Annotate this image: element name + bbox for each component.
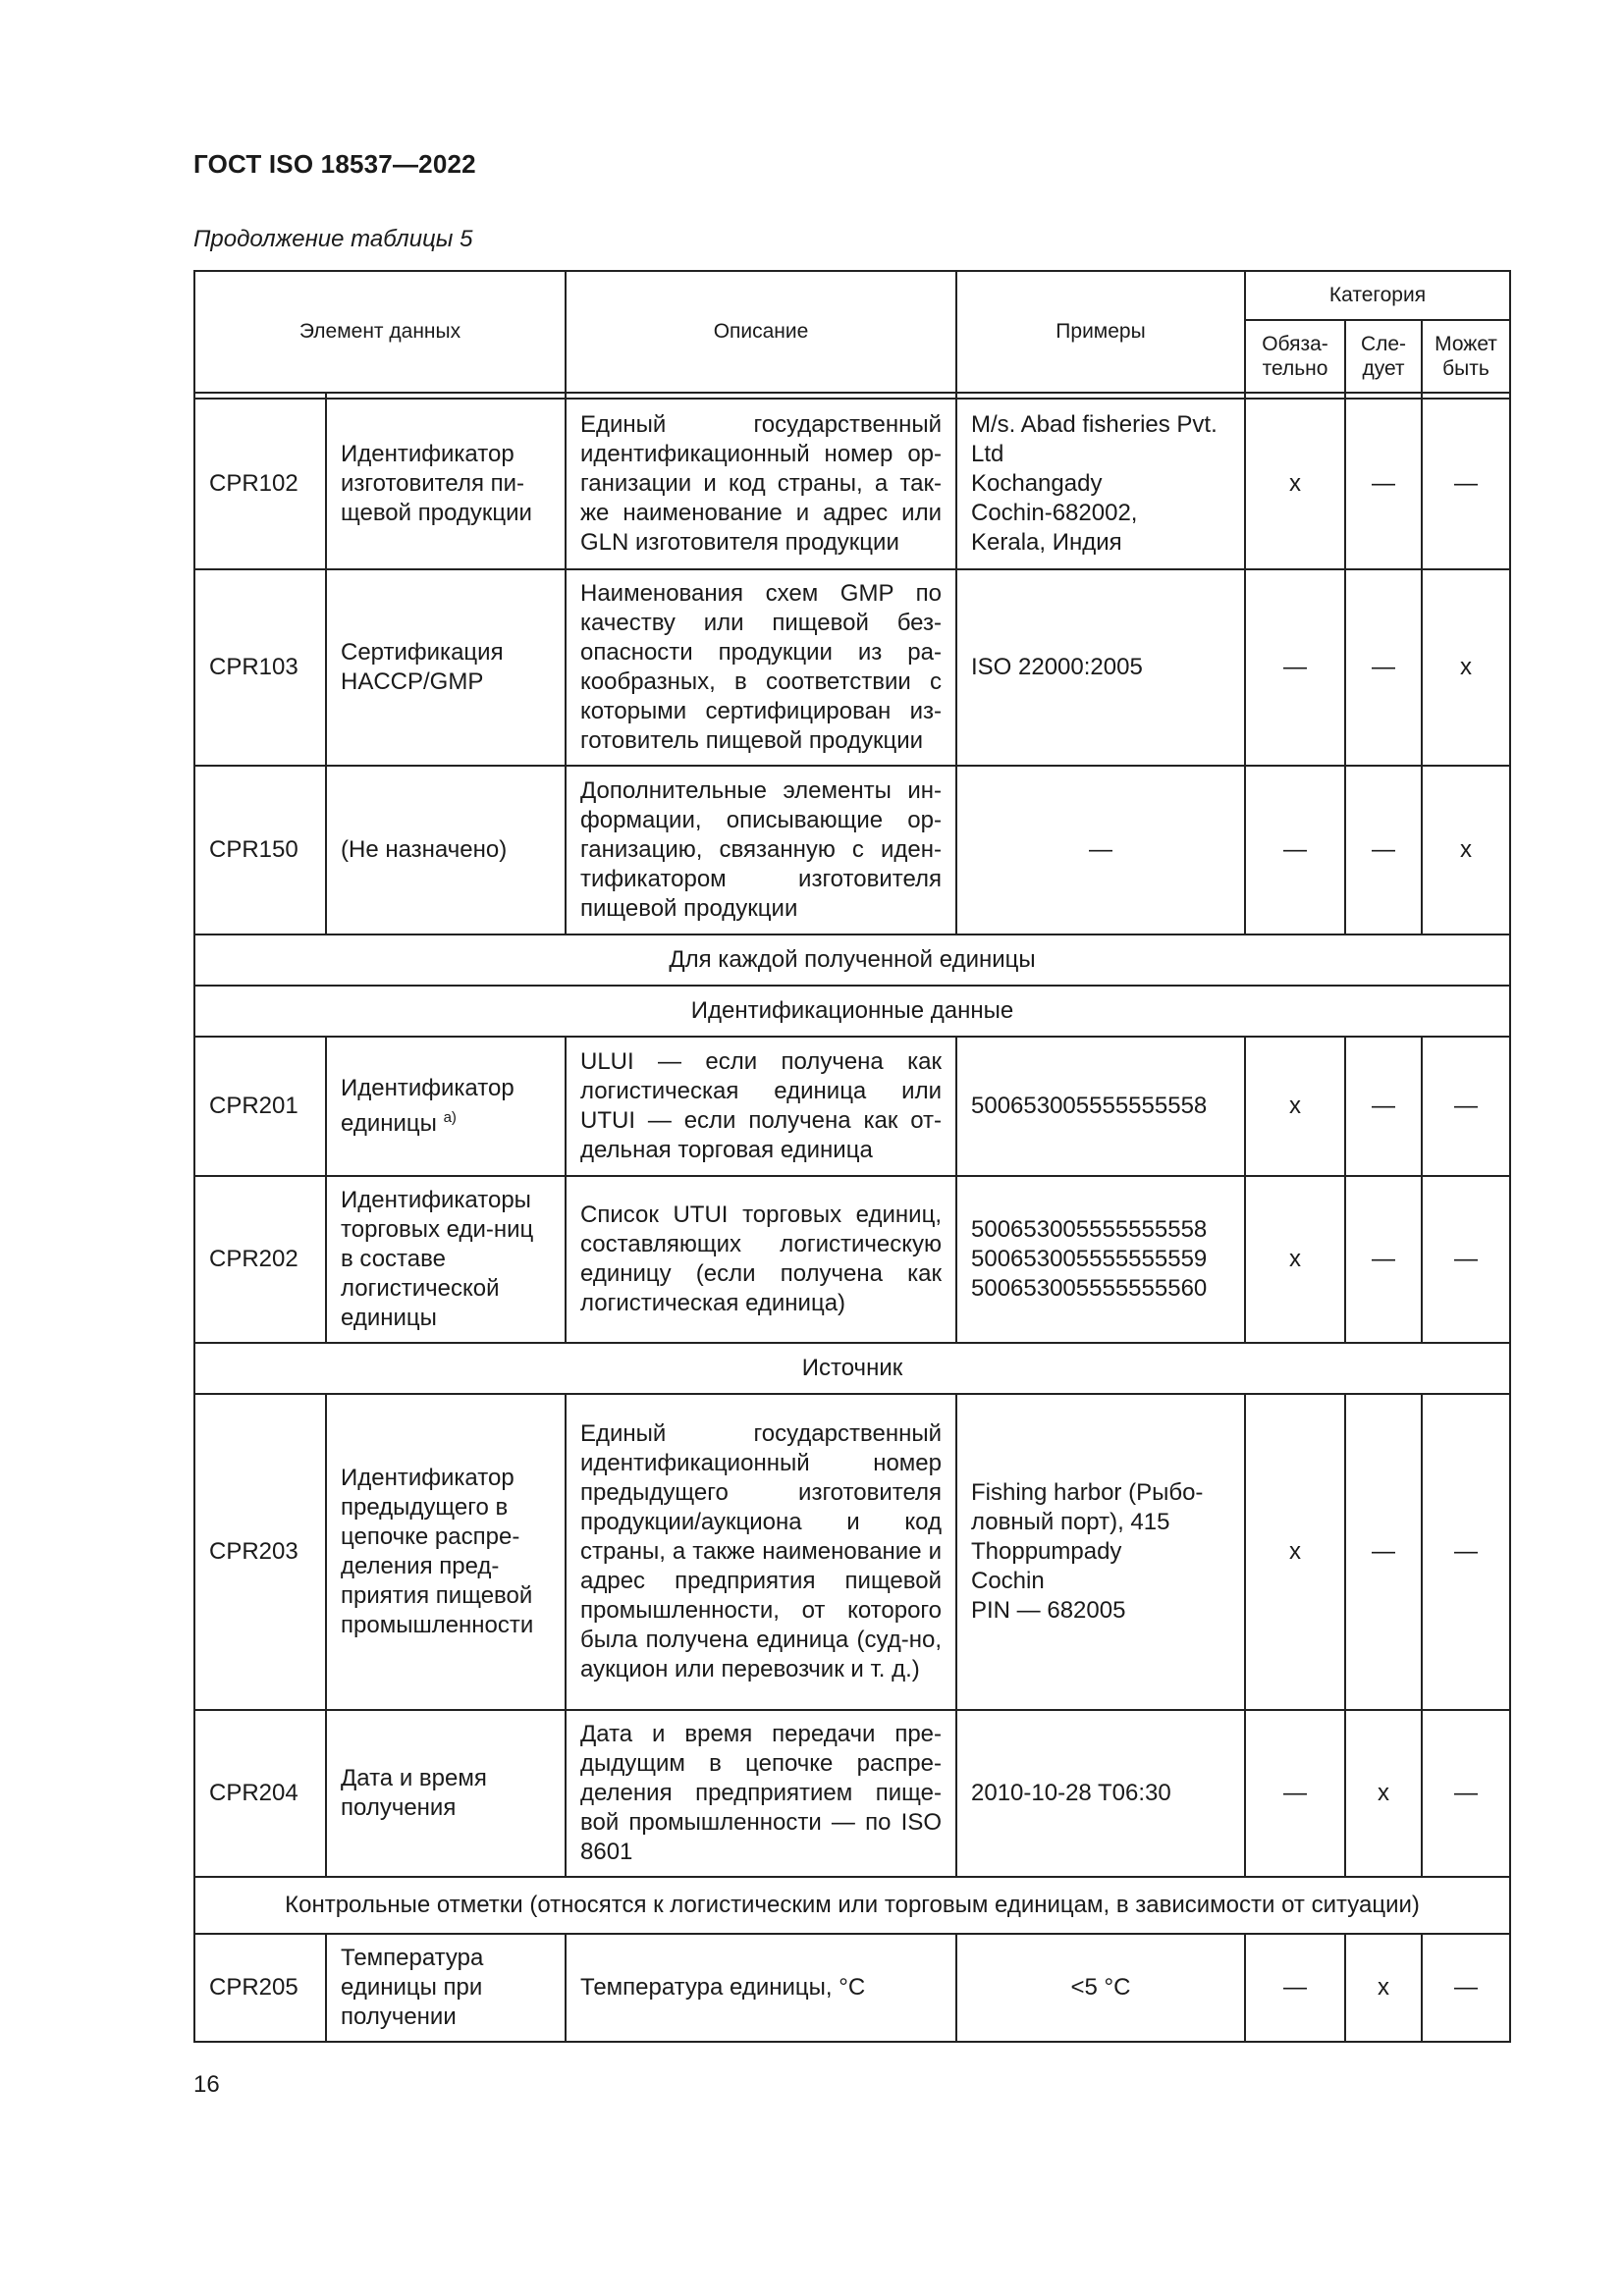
cell-name: Сертификация HACCP/GMP xyxy=(326,569,566,766)
header-examples: Примеры xyxy=(956,271,1245,393)
cell-code: CPR103 xyxy=(194,569,326,766)
cell-description: Наименования схем GMP по качеству или пищевой без-опасности продукции из ра-кообразных, в соответствии с которыми сертифицирован из-готовитель пищевой продукции xyxy=(566,569,956,766)
cell-description: Температура единицы, °C xyxy=(566,1934,956,2042)
header-should: Сле- дует xyxy=(1345,320,1422,393)
cell-mandatory: x xyxy=(1245,1176,1345,1343)
cell-example: <5 °C xyxy=(956,1934,1245,2042)
header-category: Категория xyxy=(1245,271,1510,320)
cell-name xyxy=(326,1037,566,1176)
table-row xyxy=(194,1176,1510,1343)
table-row xyxy=(194,1710,1510,1877)
cell-should: — xyxy=(1345,766,1422,934)
cell-name: Дата и время получения xyxy=(326,1710,566,1877)
cell-code: CPR203 xyxy=(194,1394,326,1710)
cell-mandatory: — xyxy=(1245,569,1345,766)
cell-name: Идентификатор предыдущего в цепочке распре-деления пред-приятия пищевой промышленности xyxy=(326,1394,566,1710)
section-identification: Идентификационные данные xyxy=(194,986,1510,1037)
cell-mandatory: — xyxy=(1245,766,1345,934)
table-row xyxy=(194,1394,1510,1710)
section-control: Контрольные отметки (относятся к логистическим или торговым единицам, в зависимости от ситуации) xyxy=(194,1877,1510,1934)
cell-may: — xyxy=(1422,1710,1510,1877)
cell-code: CPR202 xyxy=(194,1176,326,1343)
cell-name-text: Идентификатор единицы xyxy=(341,1075,514,1137)
table-row xyxy=(194,1037,1510,1176)
cell-may: x xyxy=(1422,766,1510,934)
cell-mandatory: x xyxy=(1245,1394,1345,1710)
cell-example: 500653005555555558 xyxy=(956,1037,1245,1176)
cell-may: x xyxy=(1422,569,1510,766)
cell-description: Список UTUI торговых единиц, составляющих логистическую единицу (если получена как логистическая единица) xyxy=(566,1176,956,1343)
cell-description: ULUI — если получена как логистическая единица или UTUI — если получена как от-дельная торговая единица xyxy=(566,1037,956,1176)
section-row xyxy=(194,1343,1510,1394)
cell-code: CPR205 xyxy=(194,1934,326,2042)
document-title: ГОСТ ISO 18537—2022 xyxy=(193,149,476,179)
cell-may: — xyxy=(1422,1037,1510,1176)
cell-description: Дополнительные элементы ин-формации, описывающие ор-ганизацию, связанную с иден-тификатором изготовителя пищевой продукции xyxy=(566,766,956,934)
cell-should: x xyxy=(1345,1934,1422,2042)
cell-may: — xyxy=(1422,1176,1510,1343)
cell-example: 2010-10-28 T06:30 xyxy=(956,1710,1245,1877)
cell-example: 500653005555555558 500653005555555559 500653005555555560 xyxy=(956,1176,1245,1343)
section-source: Источник xyxy=(194,1343,1510,1394)
data-elements-table xyxy=(193,270,1511,2043)
cell-should: — xyxy=(1345,1176,1422,1343)
cell-code: CPR102 xyxy=(194,399,326,569)
table-row xyxy=(194,569,1510,766)
table-row xyxy=(194,766,1510,934)
cell-mandatory: x xyxy=(1245,1037,1345,1176)
cell-name: Температура единицы при получении xyxy=(326,1934,566,2042)
page-number: 16 xyxy=(193,2071,220,2098)
cell-should: — xyxy=(1345,569,1422,766)
table-row xyxy=(194,1934,1510,2042)
cell-example: M/s. Abad fisheries Pvt. Ltd Kochangady Cochin-682002, Kerala, Индия xyxy=(956,399,1245,569)
cell-code: CPR204 xyxy=(194,1710,326,1877)
cell-description: Дата и время передачи пре-дыдущим в цепочке распре-деления предприятием пище-вой промышленности — по ISO 8601 xyxy=(566,1710,956,1877)
cell-mandatory: — xyxy=(1245,1710,1345,1877)
cell-should: x xyxy=(1345,1710,1422,1877)
cell-should: — xyxy=(1345,399,1422,569)
cell-should: — xyxy=(1345,1394,1422,1710)
cell-should: — xyxy=(1345,1037,1422,1176)
cell-example: — xyxy=(956,766,1245,934)
cell-code: CPR201 xyxy=(194,1037,326,1176)
table-row xyxy=(194,399,1510,569)
cell-example: Fishing harbor (Рыбо-ловный порт), 415 Thoppumpady Cochin PIN — 682005 xyxy=(956,1394,1245,1710)
cell-name: (Не назначено) xyxy=(326,766,566,934)
cell-mandatory: x xyxy=(1245,399,1345,569)
header-row-1 xyxy=(194,271,1510,320)
cell-mandatory: — xyxy=(1245,1934,1345,2042)
cell-description: Единый государственный идентификационный номер предыдущего изготовителя продукции/аукциона и код страны, а также наименование и адрес предприятия пищевой промышленности, от которого была получена единица (суд-но, аукцион или перевозчик и т. д.) xyxy=(566,1394,956,1710)
footnote-marker: a) xyxy=(443,1109,457,1126)
header-mandatory: Обяза- тельно xyxy=(1245,320,1345,393)
cell-may: — xyxy=(1422,399,1510,569)
cell-name: Идентификатор изготовителя пи-щевой продукции xyxy=(326,399,566,569)
header-element: Элемент данных xyxy=(194,271,566,393)
section-row xyxy=(194,1877,1510,1934)
header-description: Описание xyxy=(566,271,956,393)
cell-code: CPR150 xyxy=(194,766,326,934)
cell-description: Единый государственный идентификационный номер ор-ганизации и код страны, а так-же наименование и адрес или GLN изготовителя продукции xyxy=(566,399,956,569)
section-row xyxy=(194,986,1510,1037)
section-received: Для каждой полученной единицы xyxy=(194,934,1510,986)
cell-may: — xyxy=(1422,1394,1510,1710)
cell-may: — xyxy=(1422,1934,1510,2042)
cell-name: Идентификаторы торговых еди-ниц в составе логистической единицы xyxy=(326,1176,566,1343)
cell-example: ISO 22000:2005 xyxy=(956,569,1245,766)
section-row xyxy=(194,934,1510,986)
header-may: Может быть xyxy=(1422,320,1510,393)
table-caption: Продолжение таблицы 5 xyxy=(193,226,473,252)
